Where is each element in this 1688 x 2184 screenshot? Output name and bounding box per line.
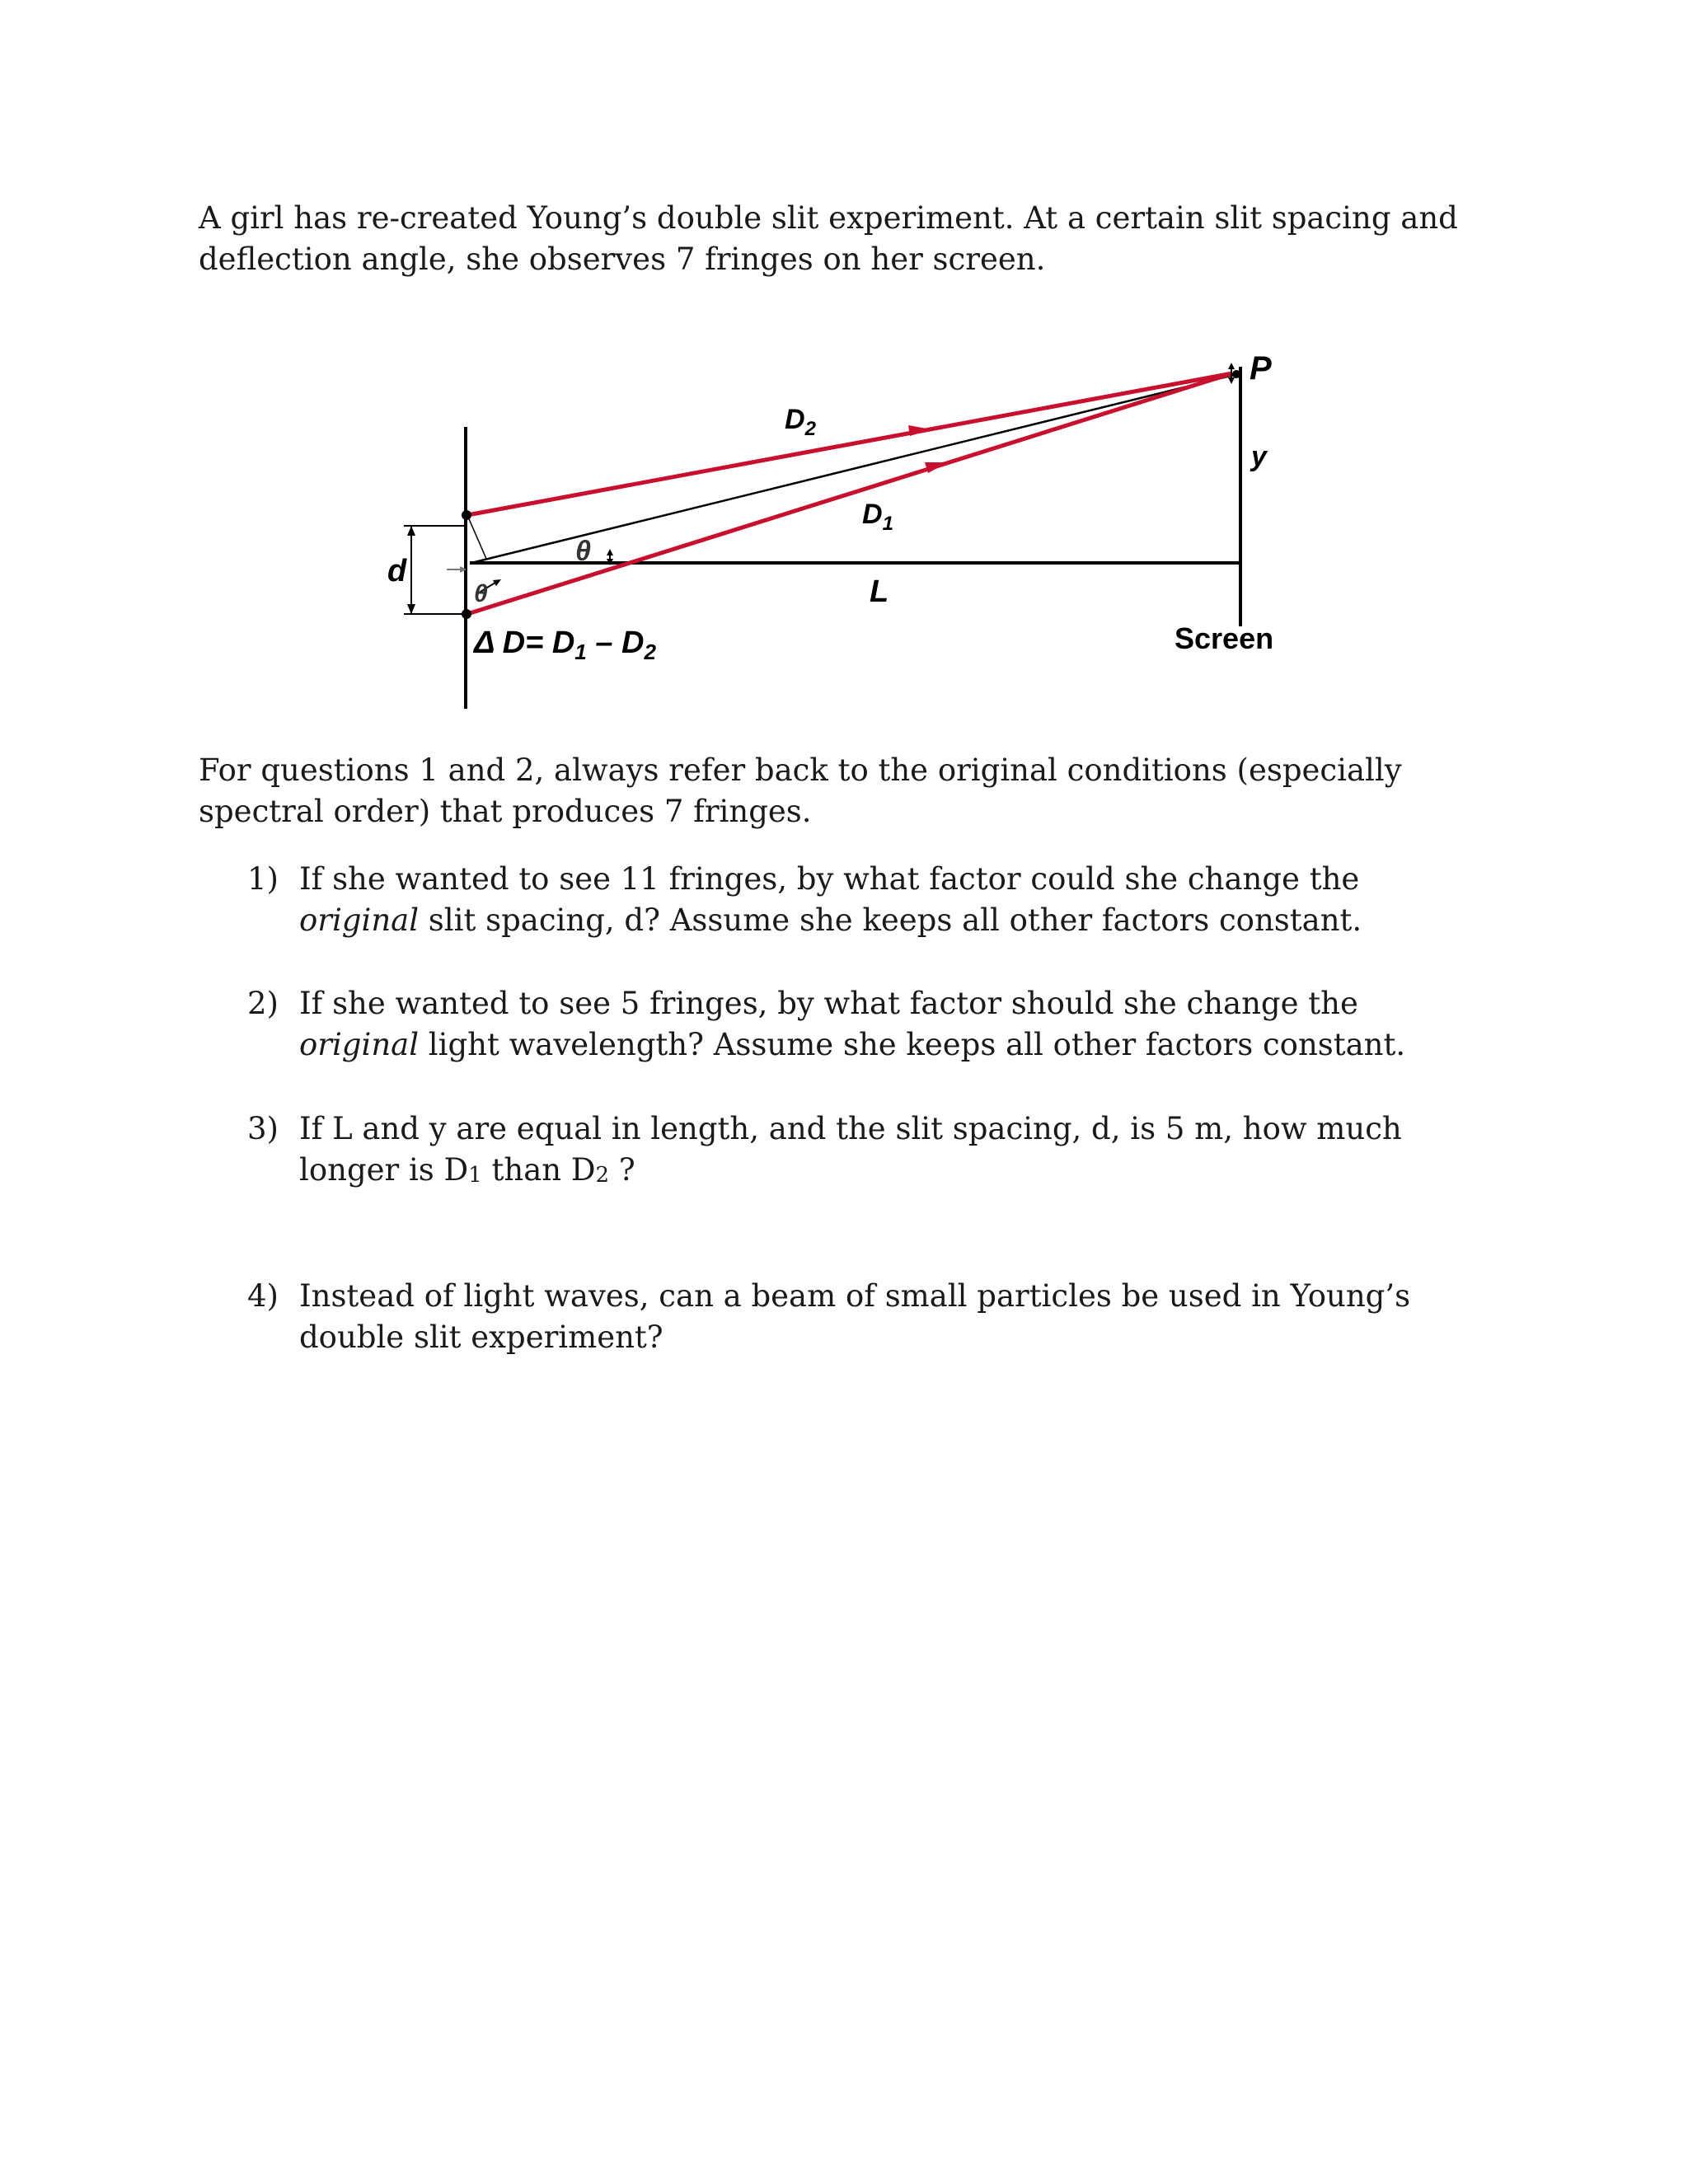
label-theta-small: θ xyxy=(474,580,488,607)
label-P: P xyxy=(1250,350,1272,387)
label-d: d xyxy=(387,554,407,588)
question-2: 2) If she wanted to see 5 fringes, by what factor should she change the original light wavelength? Assume she keeps all other factors constant. xyxy=(247,983,1475,1066)
label-screen: Screen xyxy=(1175,621,1274,655)
label-D1: $D_1$ xyxy=(862,499,893,535)
instructions-paragraph: For questions 1 and 2, always refer back to the original conditions (especially spectral order) that produces 7 fringes. xyxy=(199,752,1402,829)
label-y: y xyxy=(1251,441,1267,472)
question-4: 4) Instead of light waves, can a beam of small particles be used in Young’s double slit experiment? xyxy=(247,1276,1475,1358)
question-number: 4) xyxy=(247,1278,279,1314)
question-number: 1) xyxy=(247,861,279,897)
question-3: 3) If L and y are equal in length, and the slit spacing, d, is 5 m, how much longer is D1 than D2 ? xyxy=(247,1108,1475,1196)
question-1: 1) If she wanted to see 11 fringes, by what factor could she change the original slit spacing, d? Assume she keeps all other factors constant. xyxy=(247,859,1475,941)
label-theta: θ xyxy=(575,536,591,567)
intro-paragraph: A girl has re-created Young’s double slit experiment. At a certain slit spacing and deflection angle, she observes 7 fringes on her screen. xyxy=(199,200,1458,277)
double-slit-diagram xyxy=(387,346,1327,717)
label-L: L xyxy=(870,574,889,609)
ray-D1-arrow xyxy=(925,462,948,473)
center-line-to-P xyxy=(471,375,1234,563)
question-number: 3) xyxy=(247,1111,279,1146)
question-number: 2) xyxy=(247,986,279,1021)
label-D2: $D_2$ xyxy=(785,404,816,440)
label-delta-D: Δ $D= D_1 - D_2$ xyxy=(474,626,656,664)
